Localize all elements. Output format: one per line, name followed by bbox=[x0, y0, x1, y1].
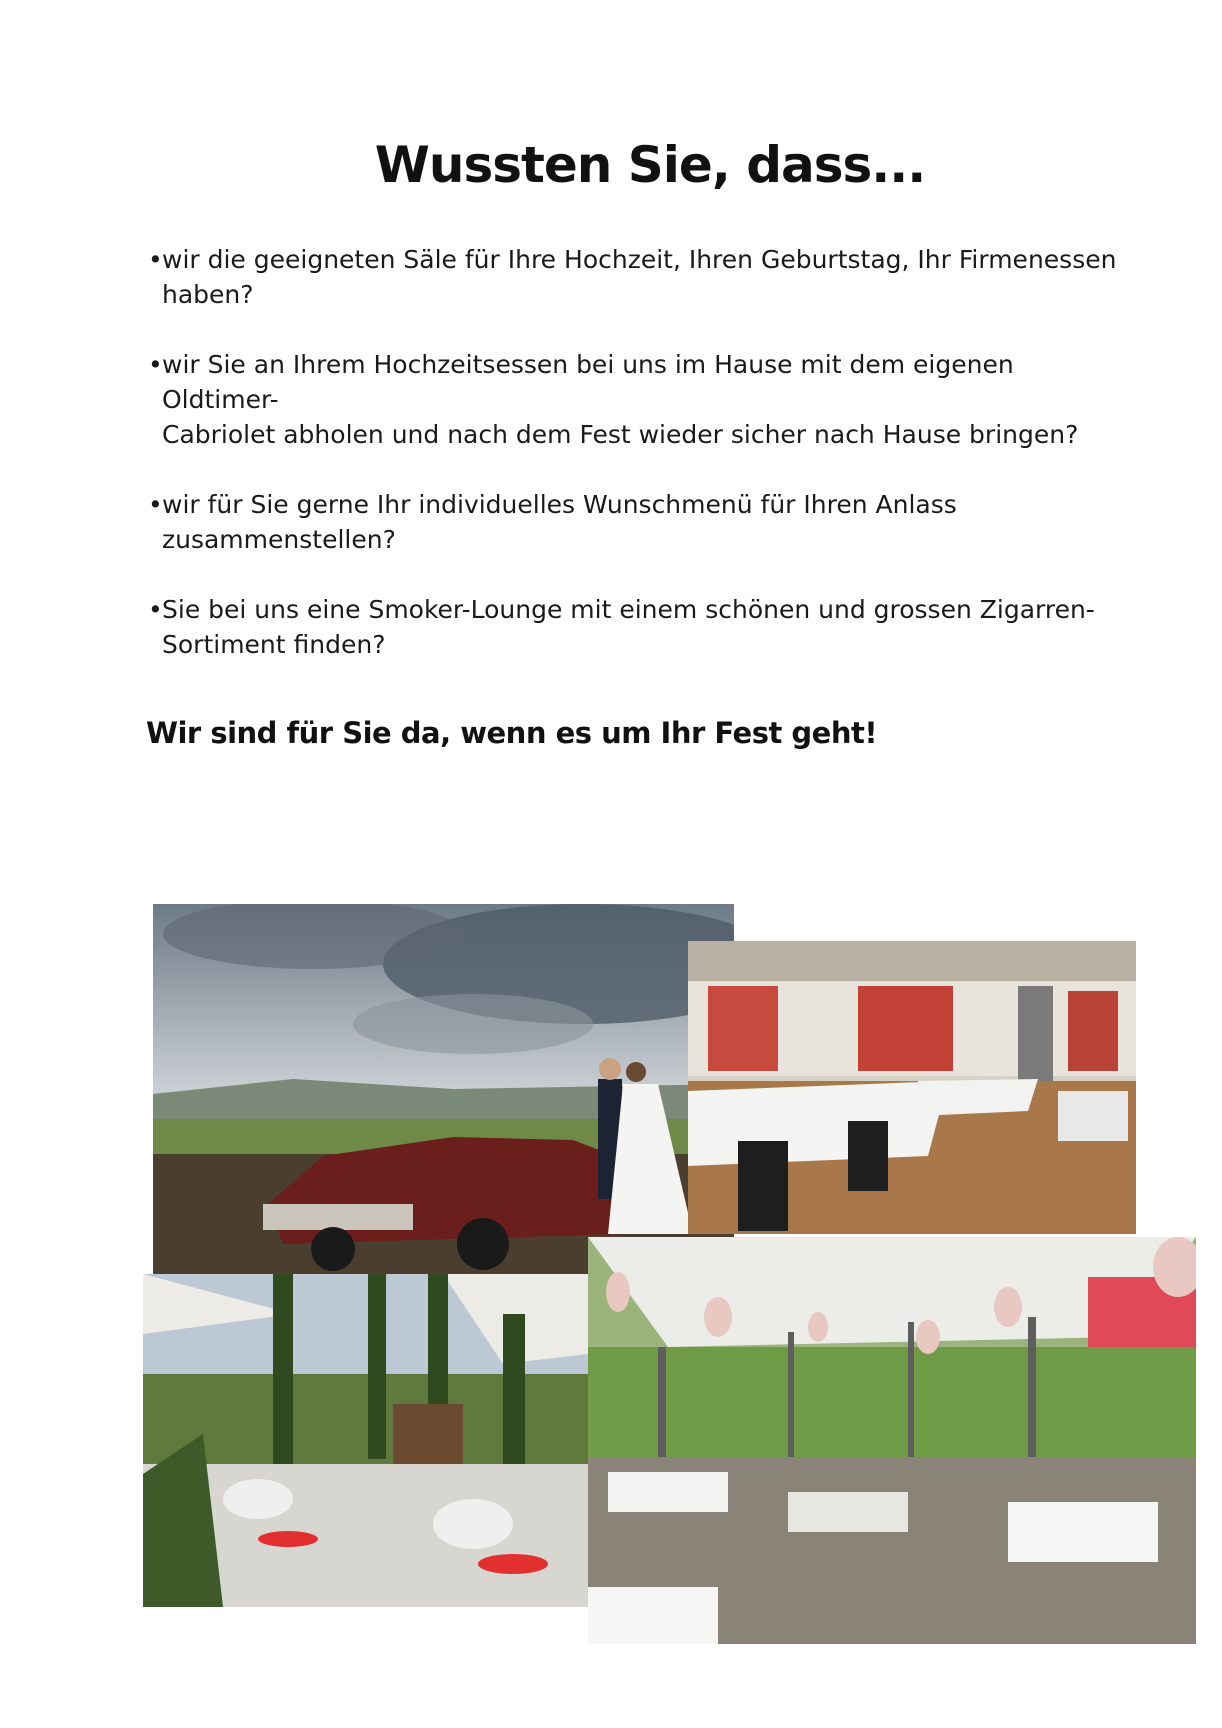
bullet-line: haben? bbox=[162, 280, 254, 309]
wedding-car-photo bbox=[153, 904, 734, 1274]
tagline: Wir sind für Sie da, wenn es um Ihr Fest geht! bbox=[146, 716, 878, 750]
bullet-item bbox=[148, 242, 1128, 312]
terrace-photo bbox=[588, 1237, 1196, 1644]
bullet-line: wir Sie an Ihrem Hochzeitsessen bei uns im Hause mit dem eigenen Oldtimer- bbox=[162, 350, 1014, 414]
bullet-line: Cabriolet abholen und nach dem Fest wieder sicher nach Hause bringen? bbox=[162, 420, 1079, 449]
bullet-line: zusammenstellen? bbox=[162, 525, 396, 554]
page-title: Wussten Sie, dass... bbox=[374, 136, 926, 194]
bullet-dot: • bbox=[148, 350, 163, 379]
dining-hall-photo bbox=[688, 941, 1136, 1234]
bullet-line: wir die geeigneten Säle für Ihre Hochzeit, Ihren Geburtstag, Ihr Firmenessen bbox=[162, 245, 1117, 274]
bullet-line: Sortiment finden? bbox=[162, 630, 386, 659]
bullet-list bbox=[148, 242, 1128, 697]
bullet-dot: • bbox=[148, 595, 163, 624]
bullet-dot: • bbox=[148, 245, 163, 274]
bullet-line: Sie bei uns eine Smoker-Lounge mit einem schönen und grossen Zigarren- bbox=[162, 595, 1095, 624]
bullet-item bbox=[148, 592, 1128, 662]
bullet-item bbox=[148, 487, 1128, 557]
bullet-line: wir für Sie gerne Ihr individuelles Wunschmenü für Ihren Anlass bbox=[162, 490, 957, 519]
garden-lounge-photo bbox=[143, 1274, 588, 1607]
bullet-item bbox=[148, 347, 1128, 452]
bullet-dot: • bbox=[148, 490, 163, 519]
